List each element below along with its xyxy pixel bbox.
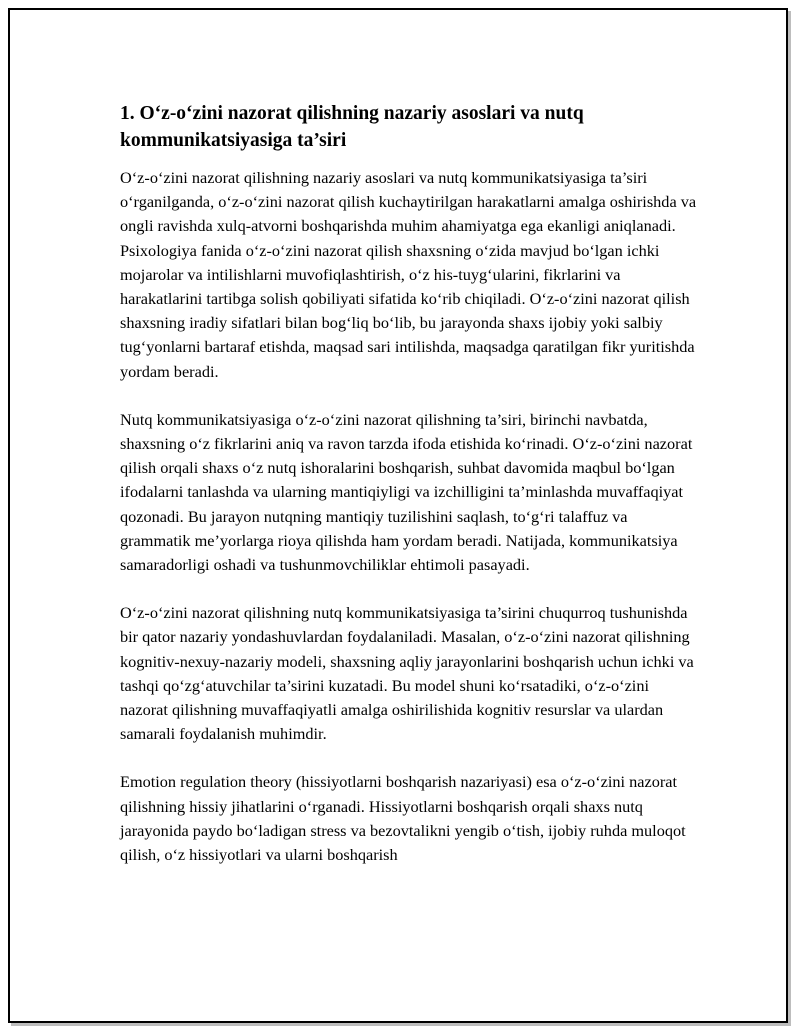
paragraph-2: Nutq kommunikatsiyasiga o‘z-o‘zini nazorat qilishning ta’siri, birinchi navbatda, shaxsning o‘z fikrlarini aniq va ravon tarzda ifoda etishida ko‘rinadi. O‘z-o‘zini nazorat qilish orqali shaxs o‘z nutq ishoralarini boshqarish, suhbat davomida maqbul bo‘lgan ifodalarni tanlashda va ularning mantiqiyligi va izchilligini ta’minlashda muvaffaqiyat qozonadi. Bu jarayon nutqning mantiqiy tuzilishini saqlash, to‘g‘ri talaffuz va grammatik me’yorlarga rioya qilishda ham yordam beradi. Natijada, kommunikatsiya samaradorligi oshadi va tushunmovchiliklar ehtimoli pasayadi. (120, 409, 693, 575)
paragraph-4: Emotion regulation theory (hissiyotlarni boshqarish nazariyasi) esa o‘z-o‘zini nazorat qilishning hissiy jihatlarini o‘rganadi. Hissiyotlarni boshqarish orqali shaxs nutq jarayonida paydo bo‘ladigan stress va bezovtalikni yengib o‘tish, ijobiy ruhda muloqot qilish, o‘z hissiyotlari va ularni boshqarish (120, 772, 686, 865)
document-page (8, 8, 788, 1023)
paragraph-3: O‘z-o‘zini nazorat qilishning nutq kommunikatsiyasiga ta’sirini chuqurroq tushunishda bir qator nazariy yondashuvlardan foydalaniladi. Masalan, o‘z-o‘zini nazorat qilishning kognitiv-nexuy-nazariy modeli, shaxsning aqliy jarayonlarini boshqarish uchun ichki va tashqi qo‘zg‘atuvchilar ta’sirini kuzatadi. Bu model shuni ko‘rsatadiki, o‘z-o‘zini nazorat qilishning muvaffaqiyatli amalga oshirilishida kognitiv resurslar va ulardan samarali foydalanish muhimdir. (120, 603, 694, 744)
document-body (120, 100, 700, 891)
section-title: 1. O‘z-o‘zini nazorat qilishning nazariy asoslari va nutq kommunikatsiyasiga ta’siri (120, 103, 584, 151)
paragraph-1: O‘z-o‘zini nazorat qilishning nazariy asoslari va nutq kommunikatsiyasiga ta’siri o‘rganilganda, o‘z-o‘zini nazorat qilish kuchaytirilgan harakatlarni amalga oshirishda va ongli ravishda xulq-atvorni boshqarishda muhim ahamiyatga ega ekanligi aniqlanadi. Psixologiya fanida o‘z-o‘zini nazorat qilish shaxsning o‘zida mavjud bo‘lgan ichki mojarolar va intilishlarni muvofiqlashtirish, o‘z his-tuyg‘ularini, fikrlarini va harakatlarini tartibga solish qobiliyati sifatida ko‘rib chiqiladi. O‘z-o‘zini nazorat qilish shaxsning iradiy sifatlari bilan bog‘liq bo‘lib, bu jarayonda shaxs ijobiy yoki salbiy tug‘yonlarni bartaraf etishda, maqsad sari intilishda, maqsadga qaratilgan fikr yuritishda yordam beradi. (120, 168, 697, 381)
